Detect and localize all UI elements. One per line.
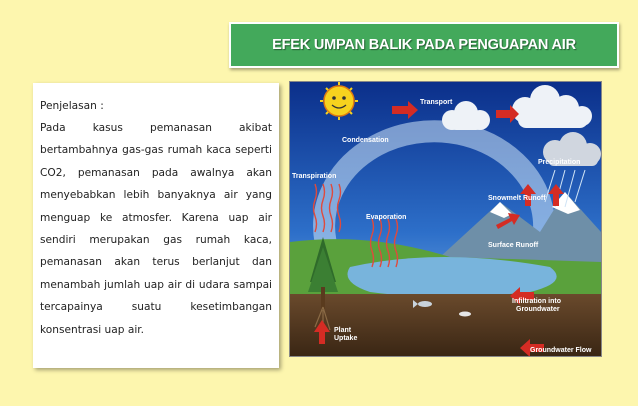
label-infiltration-line2: Groundwater bbox=[516, 306, 560, 313]
explanation-text: Pada kasus pemanasan akibat bertambahnya gas-gas rumah kaca seperti CO2, pemanasan pada awalnya akan menyebabkan lebih banyaknya air yang menguap ke atmosfer. Karena uap air sendiri merupakan gas rumah kaca, pemanasan akan terus berlanjut dan menambah jumlah uap air di udara sampai tercapainya suatu kesetimbangan konsentrasi uap air. bbox=[40, 122, 272, 336]
lake bbox=[348, 257, 557, 297]
water-cycle-diagram bbox=[289, 81, 602, 357]
page-title: EFEK UMPAN BALIK PADA PENGUAPAN AIR bbox=[272, 37, 576, 53]
label-surface-runoff: Surface Runoff bbox=[488, 242, 539, 249]
label-precipitation: Precipitation bbox=[538, 159, 581, 166]
explanation-panel bbox=[33, 83, 279, 368]
title-banner bbox=[229, 22, 619, 68]
label-groundwater-flow: Groundwater Flow bbox=[530, 347, 592, 354]
label-plant-line1: Plant bbox=[334, 327, 352, 334]
label-snowmelt-runoff: Snowmelt Runoff bbox=[488, 195, 546, 202]
water-cycle-illustration bbox=[290, 82, 601, 356]
label-transpiration: Transpiration bbox=[292, 173, 337, 180]
label-evaporation: Evaporation bbox=[366, 214, 407, 221]
label-plant-line2: Uptake bbox=[334, 335, 358, 342]
label-infiltration-line1: Infiltration into bbox=[512, 298, 561, 305]
explanation-heading: Penjelasan : bbox=[40, 100, 104, 112]
label-condensation: Condensation bbox=[342, 137, 389, 144]
label-transport: Transport bbox=[420, 99, 453, 106]
